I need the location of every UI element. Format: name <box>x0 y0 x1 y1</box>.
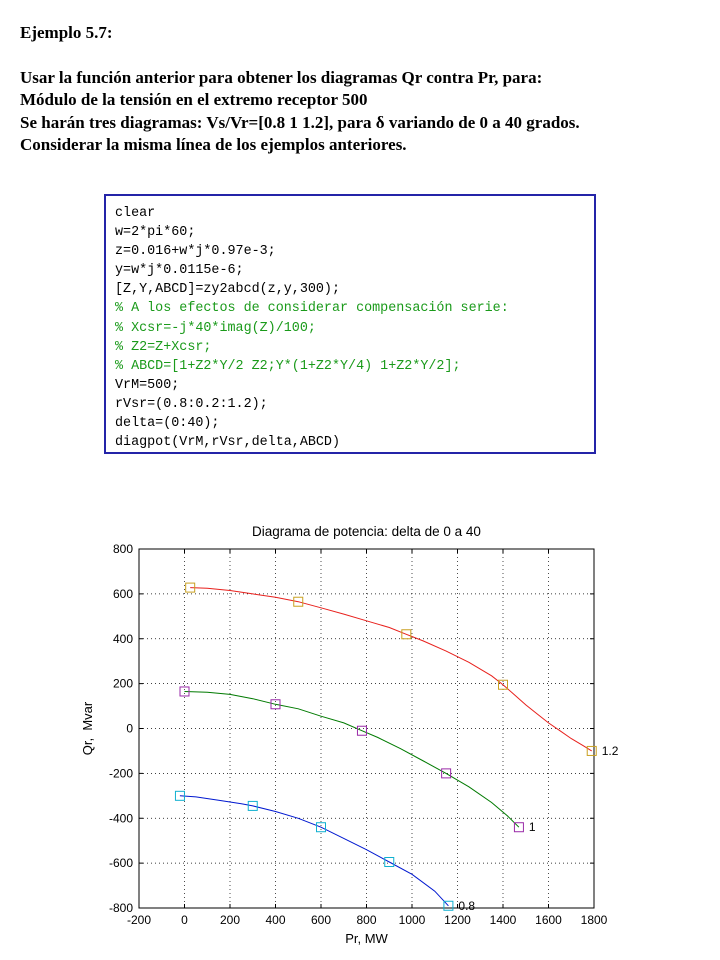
y-tick-label: 400 <box>112 631 133 646</box>
document-text <box>20 22 710 157</box>
y-tick-label: 0 <box>126 721 133 736</box>
y-tick-label: -200 <box>108 766 133 781</box>
code-line: z=0.016+w*j*0.97e-3; <box>115 244 276 260</box>
series-0-8 <box>175 791 475 912</box>
paragraph-line: Considerar la misma línea de los ejemplos anteriores. <box>20 135 407 154</box>
x-tick-label: 600 <box>310 913 332 927</box>
code-comment-line: % Z2=Z+Xcsr; <box>115 339 212 355</box>
chart-title: Diagrama de potencia: delta de 0 a 40 <box>252 524 481 539</box>
x-tick-label: 400 <box>265 913 286 927</box>
x-tick-label: 1800 <box>580 913 608 927</box>
power-diagram-chart <box>0 515 720 960</box>
code-line: [Z,Y,ABCD]=zy2abcd(z,y,300); <box>115 282 340 298</box>
y-tick-label: -400 <box>108 811 133 826</box>
x-axis-label: Pr, MW <box>345 931 388 946</box>
code-line: rVsr=(0.8:0.2:1.2); <box>115 396 268 412</box>
y-tick-label: 600 <box>112 586 133 601</box>
y-tick-label: -600 <box>108 856 133 871</box>
x-tick-label: 1200 <box>444 913 471 927</box>
x-tick-label: 200 <box>219 913 241 927</box>
paragraph-line: Módulo de la tensión en el extremo receptor 500 <box>20 90 368 109</box>
code-line: diagpot(VrM,rVsr,delta,ABCD) <box>115 435 340 451</box>
y-axis-label: Qr, Mvar <box>80 701 95 756</box>
series-line <box>180 796 449 906</box>
code-comment-line: % Xcsr=-j*40*imag(Z)/100; <box>115 320 316 336</box>
axis-ticks <box>109 542 608 927</box>
data-point-marker <box>587 746 596 755</box>
code-listing <box>104 194 596 454</box>
paragraph-line: Se harán tres diagramas: Vs/Vr=[0.8 1 1.2], para δ variando de 0 a 40 grados. <box>20 112 580 132</box>
code-comment-line: % ABCD=[1+Z2*Y/2 Z2;Y*(1+Z2*Y/4) 1+Z2*Y/2]; <box>115 358 461 374</box>
x-tick-label: 1400 <box>489 913 517 927</box>
x-tick-label: -200 <box>126 913 152 927</box>
x-tick-label: 1000 <box>398 913 426 927</box>
y-tick-label: 800 <box>112 542 133 556</box>
series-label: 1 <box>528 820 536 835</box>
y-tick-label: 200 <box>112 676 133 691</box>
y-tick-label: -800 <box>108 901 133 915</box>
code-line: y=w*j*0.0115e-6; <box>115 263 244 279</box>
code-line: delta=(0:40); <box>115 416 220 432</box>
x-tick-label: 800 <box>356 913 377 927</box>
chart-series <box>175 583 618 913</box>
code-line: clear <box>115 206 156 221</box>
example-heading: Ejemplo 5.7: <box>20 23 113 42</box>
series-line <box>190 588 592 751</box>
series-1-2 <box>186 583 619 758</box>
series-label: 1.2 <box>601 743 619 758</box>
x-tick-label: 0 <box>181 913 188 927</box>
series-label: 0.8 <box>458 898 476 913</box>
x-tick-label: 1600 <box>535 913 562 927</box>
code-comment-line: % A los efectos de considerar compensación serie: <box>115 301 509 317</box>
code-line: VrM=500; <box>115 377 180 393</box>
series-1 <box>180 687 536 834</box>
code-line: w=2*pi*60; <box>115 225 196 241</box>
paragraph-line: Usar la función anterior para obtener los diagramas Qr contra Pr, para: <box>20 67 543 87</box>
series-line <box>185 692 519 828</box>
